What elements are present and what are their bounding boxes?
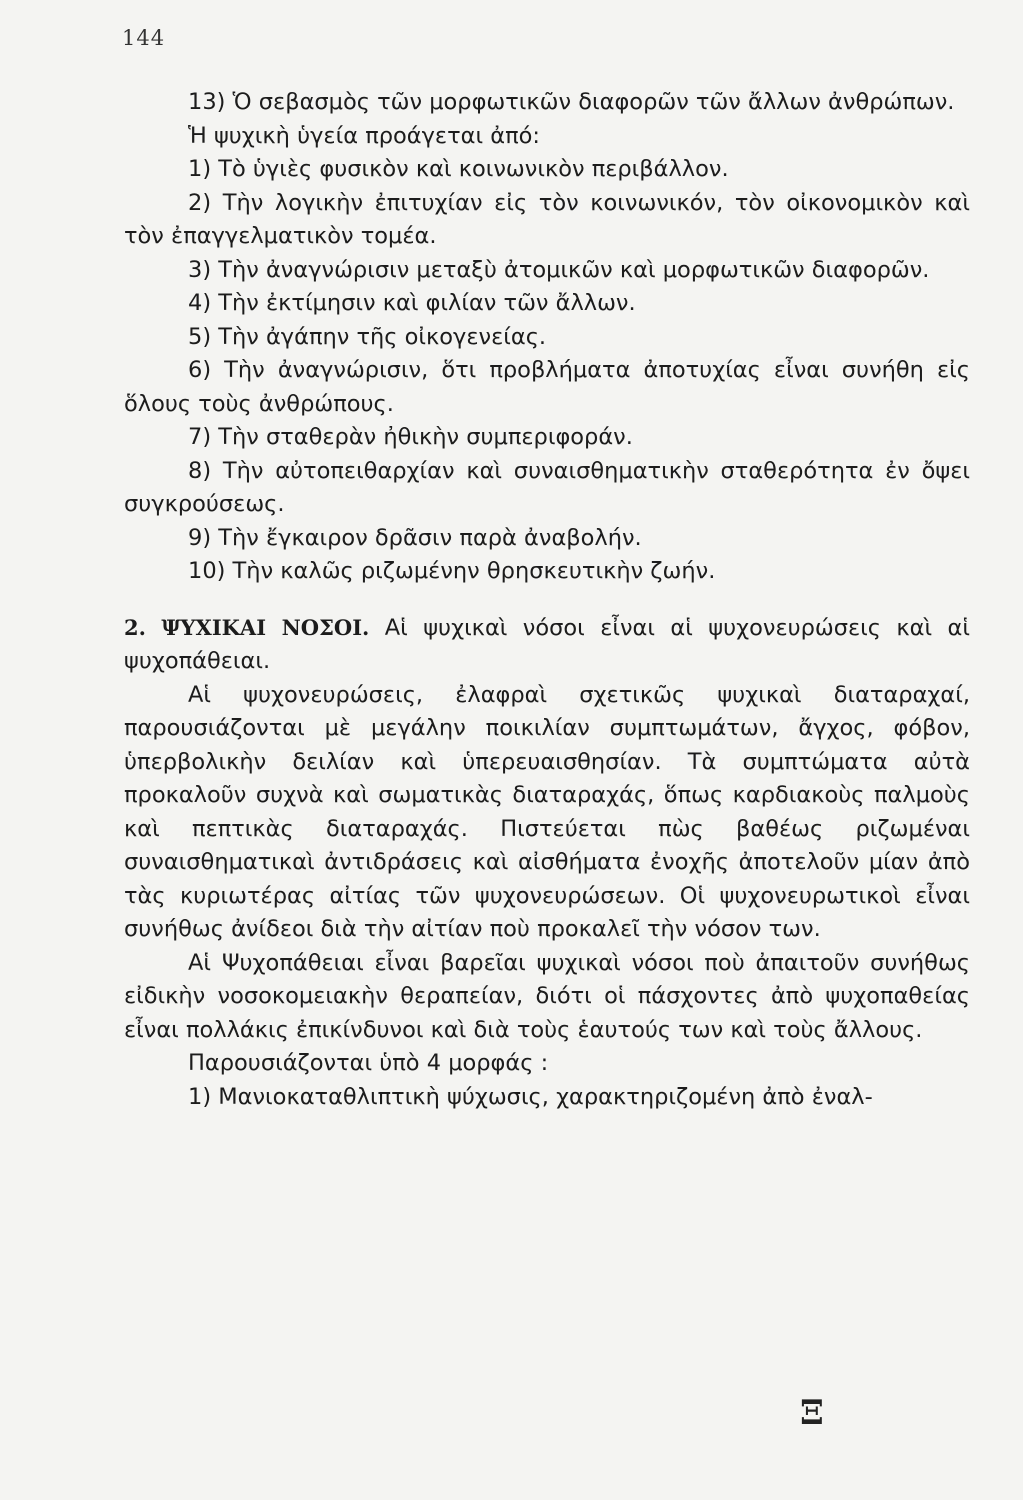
list-item-4: 4) Τὴν ἐκτίμησιν καὶ φιλίαν τῶν ἄλλων. [188,290,636,316]
list-item-8: 8) Τὴν αὐτοπειθαρχίαν καὶ συναισθηματικὴν σταθερότητα ἐν ὄψει συγκρούσεως. [124,457,970,517]
body-paragraph-forms: Παρουσιάζονται ὑπὸ 4 μορφάς : [188,1050,549,1076]
section-number: 2. [124,614,146,640]
list-item-10: 10) Τὴν καλῶς ριζωμένην θρησκευτικὴν ζωήν. [188,558,716,584]
section-title: ΨΥΧΙΚΑΙ ΝΟΣΟΙ. [161,614,370,640]
list-item-5: 5) Τὴν ἀγάπην τῆς οἰκογενείας. [188,323,547,350]
footer-mark: Ξ [800,1393,824,1433]
list-item-2: 2) Τὴν λογικὴν ἐπιτυχίαν εἰς τὸν κοινωνικόν, τὸν οἰκονομικὸν καὶ τὸν ἐπαγγελματικὸν τομέα. [124,189,970,249]
body-paragraph-neuroses: Αἱ ψυχονευρώσεις, ἐλαφραὶ σχετικῶς ψυχικαὶ διαταραχαί, παρουσιάζονται μὲ μεγάλην ποικιλίαν συμπτωμάτων, ἄγχος, φόβον, ὑπερβολικὴν δειλίαν καὶ ὑπερευαισθησίαν. Τὰ συμπτώματα αὐτὰ προκαλοῦν συχνὰ καὶ σωματικὰς διαταραχάς, ὅπως καρδιακοὺς παλμοὺς καὶ πεπτικὰς διαταραχάς. Πιστεύεται πὼς βαθέως ριζωμέναι συναισθηματικαὶ ἀντιδράσεις καὶ αἰσθήματα ἐνοχῆς ἀποτελοῦν μίαν ἀπὸ τὰς κυριωτέρας αἰτίας τῶν ψυχονευρώσεων. Οἱ ψυχονευρωτικοὶ εἶναι συνήθως ἀνίδεοι διὰ τὴν αἰτίαν ποὺ προκαλεῖ τὴν νόσον των. [124,681,970,942]
section-heading-paragraph [124,611,970,679]
body-paragraph-psychopathies: Αἱ Ψυχοπάθειαι εἶναι βαρεῖαι ψυχικαὶ νόσοι ποὺ ἀπαιτοῦν συνήθως εἰδικὴν νοσοκομειακὴν θεραπείαν, διότι οἱ πάσχοντες ἀπὸ ψυχοπαθείας εἶναι πολλάκις ἐπικίνδυνοι καὶ διὰ τοὺς ἑαυτούς των καὶ τοὺς ἄλλους. [124,949,970,1043]
health-intro: Ἡ ψυχικὴ ὑγεία προάγεται ἀπό: [188,122,540,149]
list-item-3: 3) Τὴν ἀναγνώρισιν μεταξὺ ἀτομικῶν καὶ μορφωτικῶν διαφορῶν. [188,256,930,283]
section-intro: Αἱ ψυχικαὶ νόσοι εἶναι αἱ ψυχονευρώσεις καὶ αἱ ψυχοπάθειαι. [124,614,970,674]
list-item-6: 6) Τὴν ἀναγνώρισιν, ὅτι προβλήματα ἀποτυχίας εἶναι συνήθη εἰς ὅλους τοὺς ἀνθρώπους. [124,357,970,417]
page-text [124,86,970,1114]
list-item-1: 1) Τὸ ὑγιὲς φυσικὸν καὶ κοινωνικὸν περιβάλλον. [188,156,729,182]
page-number: 144 [122,26,166,50]
body-paragraph-form-1: 1) Μανιοκαταθλιπτικὴ ψύχωσις, χαρακτηριζομένη ἀπὸ ἐναλ- [188,1083,873,1110]
list-item-13: 13) Ὁ σεβασμὸς τῶν μορφωτικῶν διαφορῶν τῶν ἄλλων ἀνθρώπων. [188,89,955,115]
list-item-7: 7) Τὴν σταθερὰν ἠθικὴν συμπεριφοράν. [188,424,633,450]
list-item-9: 9) Τὴν ἔγκαιρον δρᾶσιν παρὰ ἀναβολήν. [188,524,642,551]
